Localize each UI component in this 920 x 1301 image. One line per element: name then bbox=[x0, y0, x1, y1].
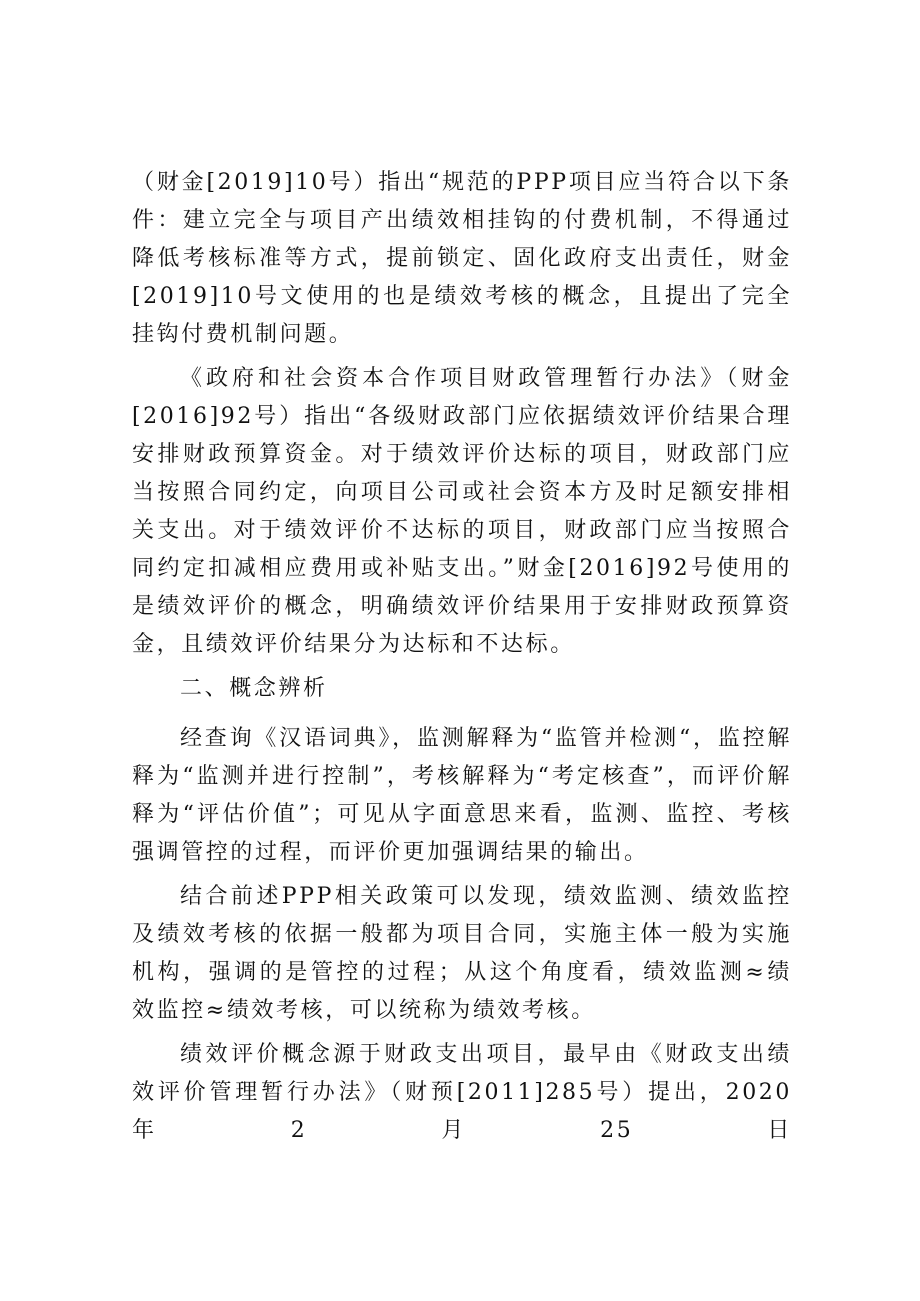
paragraph-caijin-2016-92: 《政府和社会资本合作项目财政管理暂行办法》（财金[2016]92号）指出“各级财政部门应依据绩效评价结果合理安排财政预算资金。对于绩效评价达标的项目，财政部门应当按照合同约定，向项目公司或社会资本方及时足额安排相关支出。对于绩效评价不达标的项目，财政部门应当按照合同约定扣减相应费用或补贴支出。”财金[2016]92号使用的是绩效评价的概念，明确绩效评价结果用于安排财政预算资金，且绩效评价结果分为达标和不达标。 bbox=[132, 366, 792, 657]
paragraph-dictionary-definitions: 经查询《汉语词典》，监测解释为“监管并检测“，监控解释为“监测并进行控制”，考核解释为“考定核查”，而评价解释为“评估价值”；可见从字面意思来看，监测、监控、考核强调管控的过程，而评价更加强调结果的输出。 bbox=[132, 726, 792, 865]
paragraph-caijin-2019-10: （财金[2019]10号）指出“规范的PPP项目应当符合以下条件：建立完全与项目产出绩效相挂钩的付费机制，不得通过降低考核标准等方式，提前锁定、固化政府支出责任，财金[2019]10号文使用的也是绩效考核的概念，且提出了完全挂钩付费机制问题。 bbox=[132, 170, 792, 347]
paragraph-ppp-policy-summary: 结合前述PPP相关政策可以发现，绩效监测、绩效监控及绩效考核的依据一般都为项目合同，实施主体一般为实施机构，强调的是管控的过程；从这个角度看，绩效监测≈绩效监控≈绩效考核，可以统称为绩效考核。 bbox=[132, 884, 792, 1023]
document-body bbox=[132, 164, 792, 1156]
paragraph-performance-evaluation-origin: 绩效评价概念源于财政支出项目，最早由《财政支出绩效评价管理暂行办法》（财预[2011]285号）提出，2020年2月25日 bbox=[132, 1042, 792, 1143]
section-heading-concept-analysis: 二、概念辨析 bbox=[180, 676, 328, 701]
